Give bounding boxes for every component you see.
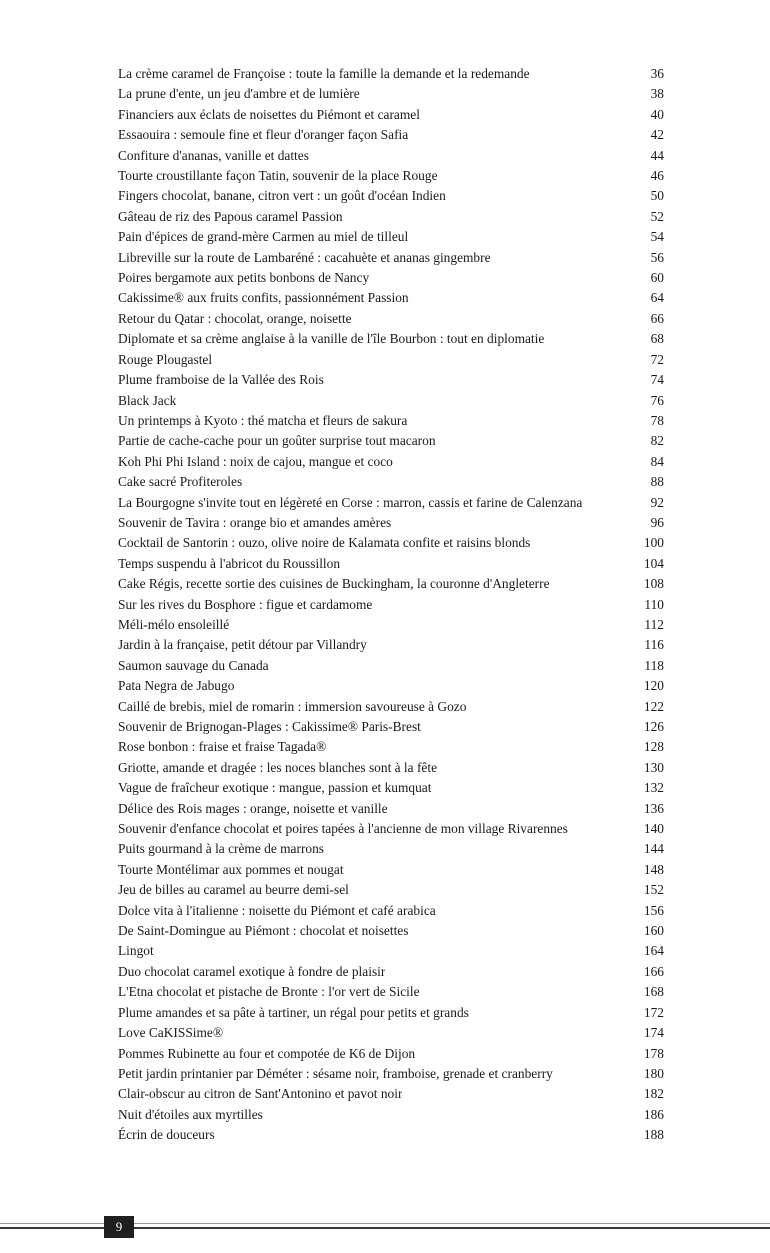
toc-entry-page: 60 bbox=[650, 270, 664, 286]
toc-entry-page: 64 bbox=[650, 290, 664, 306]
toc-entry-title: Méli-mélo ensoleillé bbox=[118, 616, 230, 632]
toc-entry-page: 168 bbox=[643, 984, 664, 1000]
toc-entry-title: Jardin à la française, petit détour par Villandry bbox=[118, 637, 367, 653]
toc-entry-title: Souvenir d'enfance chocolat et poires tapées à l'ancienne de mon village Rivarennes bbox=[118, 821, 568, 837]
toc-entry bbox=[118, 64, 664, 84]
toc-entry bbox=[118, 921, 664, 941]
toc-entry-page: 96 bbox=[650, 514, 664, 530]
toc-entry-page: 128 bbox=[643, 739, 664, 755]
toc-entry-page: 84 bbox=[650, 453, 664, 469]
toc-entry bbox=[118, 1044, 664, 1064]
toc-entry-page: 68 bbox=[650, 331, 664, 347]
toc-entry-title: Black Jack bbox=[118, 392, 177, 408]
toc-entry-page: 74 bbox=[650, 372, 664, 388]
toc-entry-page: 56 bbox=[650, 249, 664, 265]
toc-entry-page: 66 bbox=[650, 310, 664, 326]
toc-entry-title: Caillé de brebis, miel de romarin : immersion savoureuse à Gozo bbox=[118, 698, 467, 714]
toc-entry-page: 46 bbox=[650, 168, 664, 184]
toc-entry bbox=[118, 309, 664, 329]
toc-entry-title: Sur les rives du Bosphore : figue et cardamome bbox=[118, 596, 373, 612]
toc-entry bbox=[118, 411, 664, 431]
toc-entry-title: Nuit d'étoiles aux myrtilles bbox=[118, 1106, 263, 1122]
toc-entry bbox=[118, 166, 664, 186]
toc-entry-page: 164 bbox=[643, 943, 664, 959]
toc-entry-title: Retour du Qatar : chocolat, orange, noisette bbox=[118, 310, 352, 326]
toc-entry bbox=[118, 105, 664, 125]
toc-entry-title: Poires bergamote aux petits bonbons de Nancy bbox=[118, 270, 370, 286]
toc-entry bbox=[118, 1023, 664, 1043]
toc-entry-page: 126 bbox=[643, 719, 664, 734]
toc-entry bbox=[118, 778, 664, 798]
toc-entry bbox=[118, 84, 664, 104]
toc-entry bbox=[118, 207, 664, 227]
toc-entry-page: 152 bbox=[643, 882, 664, 898]
toc-entry bbox=[118, 1105, 664, 1125]
toc-entry bbox=[118, 452, 664, 472]
toc-entry-title: Jeu de billes au caramel au beurre demi-sel bbox=[118, 882, 349, 898]
toc-entry-page: 110 bbox=[644, 596, 664, 612]
page-number: 9 bbox=[104, 1216, 134, 1238]
toc-entry bbox=[118, 370, 664, 390]
toc-entry bbox=[118, 125, 664, 145]
toc-entry bbox=[118, 513, 664, 533]
toc-entry-title: Cakissime® aux fruits confits, passionnément Passion bbox=[118, 290, 409, 306]
toc-entry bbox=[118, 431, 664, 451]
toc-entry bbox=[118, 901, 664, 921]
toc-entry bbox=[118, 880, 664, 900]
toc-entry bbox=[118, 799, 664, 819]
toc-entry-title: Petit jardin printanier par Déméter : sésame noir, framboise, grenade et cranberry bbox=[118, 1065, 553, 1081]
toc-entry-title: Libreville sur la route de Lambaréné : cacahuète et ananas gingembre bbox=[118, 249, 491, 265]
toc-entry-title: Plume amandes et sa pâte à tartiner, un régal pour petits et grands bbox=[118, 1004, 469, 1020]
toc-entry-page: 52 bbox=[650, 208, 664, 224]
toc-entry bbox=[118, 595, 664, 615]
toc-entry-title: Souvenir de Tavira : orange bio et amandes amères bbox=[118, 514, 392, 530]
toc-entry-page: 104 bbox=[643, 555, 664, 571]
toc-entry-title: De Saint-Domingue au Piémont : chocolat et noisettes bbox=[118, 923, 409, 939]
toc-entry-title: Love CaKISSime® bbox=[118, 1025, 224, 1041]
toc-entry-title: Diplomate et sa crème anglaise à la vanille de l'île Bourbon : tout en diplomatie bbox=[118, 331, 545, 347]
toc-entry-title: Confiture d'ananas, vanille et dattes bbox=[118, 147, 309, 163]
toc-entry bbox=[118, 186, 664, 206]
toc-entry bbox=[118, 697, 664, 717]
toc-entry-title: Tourte Montélimar aux pommes et nougat bbox=[118, 861, 344, 877]
toc-entry-page: 76 bbox=[650, 392, 664, 408]
toc-entry-page: 156 bbox=[643, 902, 664, 918]
toc-entry-title: Dolce vita à l'italienne : noisette du Piémont et café arabica bbox=[118, 902, 436, 918]
toc-entry-page: 140 bbox=[643, 821, 664, 837]
toc-entry-title: Saumon sauvage du Canada bbox=[118, 657, 269, 673]
table-of-contents bbox=[118, 64, 664, 1146]
toc-entry-title: Pain d'épices de grand-mère Carmen au miel de tilleul bbox=[118, 229, 409, 245]
toc-entry bbox=[118, 146, 664, 166]
toc-entry bbox=[118, 656, 664, 676]
toc-entry-title: Fingers chocolat, banane, citron vert : un goût d'océan Indien bbox=[118, 188, 446, 204]
toc-entry-title: Lingot bbox=[118, 943, 154, 959]
toc-entry-page: 130 bbox=[643, 759, 664, 775]
toc-entry-page: 180 bbox=[643, 1065, 664, 1081]
toc-entry-title: Un printemps à Kyoto : thé matcha et fleurs de sakura bbox=[118, 412, 408, 428]
toc-entry-page: 42 bbox=[650, 127, 664, 143]
toc-entry-page: 148 bbox=[643, 861, 664, 877]
toc-entry bbox=[118, 350, 664, 370]
toc-entry-title: Rose bonbon : fraise et fraise Tagada® bbox=[118, 739, 327, 755]
toc-entry-page: 72 bbox=[650, 351, 664, 367]
toc-entry-page: 88 bbox=[650, 474, 664, 490]
toc-entry bbox=[118, 391, 664, 411]
toc-entry bbox=[118, 1084, 664, 1104]
toc-entry-title: Temps suspendu à l'abricot du Roussillon bbox=[118, 555, 341, 571]
toc-entry bbox=[118, 1125, 664, 1145]
toc-entry-title: Partie de cache-cache pour un goûter surprise tout macaron bbox=[118, 433, 436, 449]
toc-entry bbox=[118, 839, 664, 859]
toc-entry-title: Griotte, amande et dragée : les noces blanches sont à la fête bbox=[118, 759, 438, 775]
toc-entry bbox=[118, 758, 664, 778]
toc-entry-page: 44 bbox=[650, 147, 664, 163]
toc-entry-page: 50 bbox=[650, 188, 664, 204]
toc-entry-title: Pommes Rubinette au four et compotée de K6 de Dijon bbox=[118, 1045, 416, 1061]
toc-entry bbox=[118, 493, 664, 513]
toc-entry-title: Financiers aux éclats de noisettes du Piémont et caramel bbox=[118, 106, 420, 122]
toc-entry-page: 178 bbox=[643, 1045, 664, 1061]
toc-entry bbox=[118, 717, 664, 737]
toc-entry-page: 172 bbox=[643, 1004, 664, 1020]
toc-entry-page: 112 bbox=[644, 616, 664, 632]
toc-entry-title: Rouge Plougastel bbox=[118, 351, 213, 367]
toc-entry-title: Cake sacré Profiteroles bbox=[118, 474, 243, 490]
toc-entry bbox=[118, 472, 664, 492]
toc-entry-page: 36 bbox=[650, 66, 664, 81]
toc-entry-title: Plume framboise de la Vallée des Rois bbox=[118, 372, 324, 388]
toc-entry bbox=[118, 574, 664, 594]
toc-entry-page: 166 bbox=[643, 963, 664, 979]
toc-entry-page: 38 bbox=[650, 86, 664, 102]
toc-entry-page: 116 bbox=[644, 637, 664, 653]
toc-entry bbox=[118, 941, 664, 961]
toc-entry-title: Duo chocolat caramel exotique à fondre de plaisir bbox=[118, 963, 386, 979]
toc-entry bbox=[118, 227, 664, 247]
toc-entry-page: 132 bbox=[643, 780, 664, 796]
toc-entry-title: Essaouira : semoule fine et fleur d'oranger façon Safia bbox=[118, 127, 409, 143]
toc-entry-title: Tourte croustillante façon Tatin, souvenir de la place Rouge bbox=[118, 168, 438, 184]
toc-entry bbox=[118, 533, 664, 553]
toc-entry bbox=[118, 676, 664, 696]
toc-entry-title: La crème caramel de Françoise : toute la famille la demande et la redemande bbox=[118, 66, 530, 81]
toc-entry-page: 118 bbox=[644, 657, 664, 673]
toc-entry-page: 40 bbox=[650, 106, 664, 122]
toc-entry-title: Puits gourmand à la crème de marrons bbox=[118, 841, 325, 857]
toc-entry-page: 186 bbox=[643, 1106, 664, 1122]
toc-entry-page: 78 bbox=[650, 412, 664, 428]
toc-entry-title: Cocktail de Santorin : ouzo, olive noire de Kalamata confite et raisins blonds bbox=[118, 535, 531, 551]
toc-entry-title: Souvenir de Brignogan-Plages : Cakissime® Paris-Brest bbox=[118, 719, 421, 734]
toc-entry bbox=[118, 615, 664, 635]
toc-entry bbox=[118, 860, 664, 880]
toc-entry bbox=[118, 329, 664, 349]
toc-entry bbox=[118, 1064, 664, 1084]
toc-entry bbox=[118, 982, 664, 1002]
toc-entry-page: 92 bbox=[650, 494, 664, 510]
toc-entry-page: 136 bbox=[643, 800, 664, 816]
toc-entry-title: La Bourgogne s'invite tout en légèreté en Corse : marron, cassis et farine de Calenzana bbox=[118, 494, 583, 510]
toc-entry bbox=[118, 248, 664, 268]
toc-entry-page: 144 bbox=[643, 841, 664, 857]
toc-entry-title: Vague de fraîcheur exotique : mangue, passion et kumquat bbox=[118, 780, 432, 796]
toc-entry bbox=[118, 288, 664, 308]
toc-entry-title: L'Etna chocolat et pistache de Bronte : l'or vert de Sicile bbox=[118, 984, 420, 1000]
toc-entry-title: La prune d'ente, un jeu d'ambre et de lumière bbox=[118, 86, 360, 102]
toc-entry bbox=[118, 268, 664, 288]
toc-entry bbox=[118, 635, 664, 655]
toc-entry bbox=[118, 1003, 664, 1023]
toc-entry-title: Gâteau de riz des Papous caramel Passion bbox=[118, 208, 343, 224]
toc-entry-page: 108 bbox=[643, 576, 664, 592]
toc-entry bbox=[118, 819, 664, 839]
toc-entry-page: 174 bbox=[643, 1025, 664, 1041]
toc-entry-title: Koh Phi Phi Island : noix de cajou, mangue et coco bbox=[118, 453, 393, 469]
toc-entry-page: 122 bbox=[643, 698, 664, 714]
toc-entry bbox=[118, 554, 664, 574]
toc-entry-page: 188 bbox=[643, 1127, 664, 1143]
toc-entry-title: Écrin de douceurs bbox=[118, 1127, 215, 1143]
toc-entry bbox=[118, 737, 664, 757]
toc-entry-page: 182 bbox=[643, 1086, 664, 1102]
toc-entry-title: Clair-obscur au citron de Sant'Antonino et pavot noir bbox=[118, 1086, 403, 1102]
toc-entry-title: Cake Régis, recette sortie des cuisines de Buckingham, la couronne d'Angleterre bbox=[118, 576, 550, 592]
toc-entry-page: 82 bbox=[650, 433, 664, 449]
toc-entry-page: 100 bbox=[643, 535, 664, 551]
toc-entry-page: 54 bbox=[650, 229, 664, 245]
toc-entry-title: Délice des Rois mages : orange, noisette et vanille bbox=[118, 800, 388, 816]
toc-entry-page: 120 bbox=[643, 678, 664, 694]
toc-entry bbox=[118, 962, 664, 982]
toc-entry-page: 160 bbox=[643, 923, 664, 939]
toc-entry-title: Pata Negra de Jabugo bbox=[118, 678, 235, 694]
